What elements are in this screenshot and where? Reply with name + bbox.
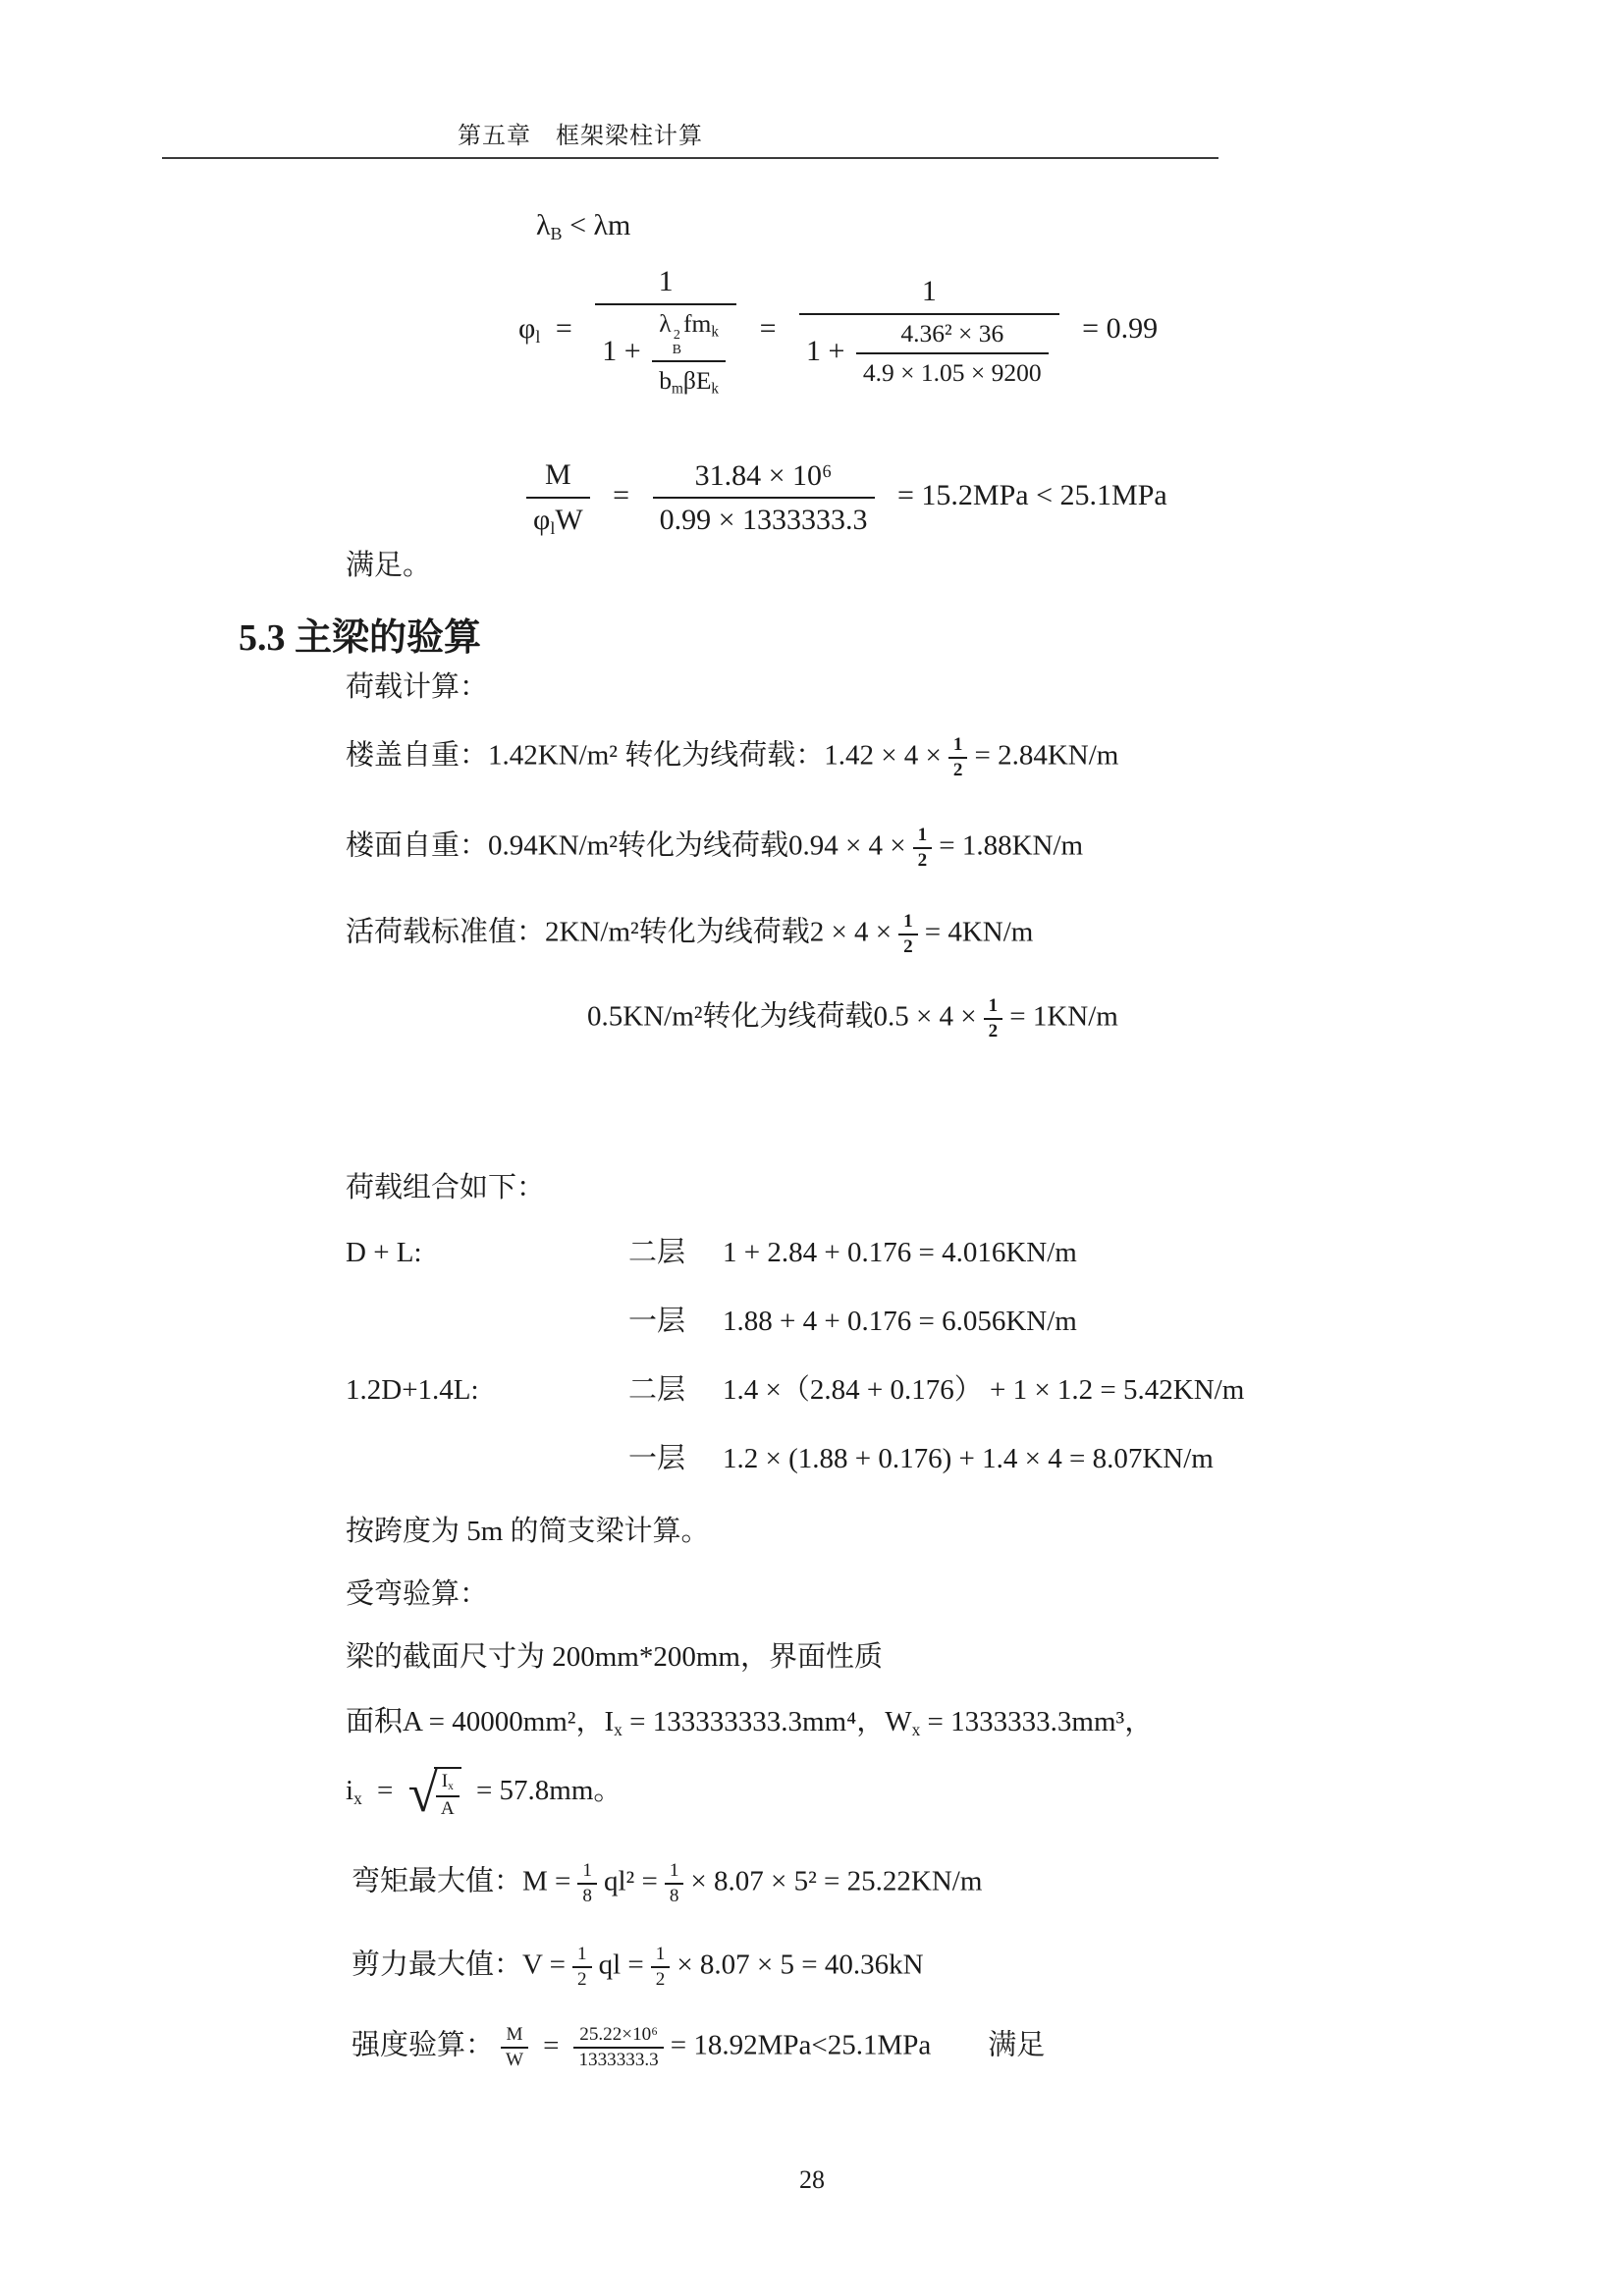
combo-expression: 1.2 × (1.88 + 0.176) + 1.4 × 4 = 8.07KN/m: [723, 1443, 1214, 1474]
chapter-header-title: 第五章 框架梁柱计算: [458, 124, 703, 149]
denominator: 1 + λ 2 B $fm_k$ $b_m\beta E_k$: [595, 303, 736, 399]
equals-sign: =: [759, 311, 777, 345]
combo-label: D + L:: [346, 1237, 422, 1268]
half-fraction: $\frac{1}{2}$: [898, 911, 918, 958]
combo-row: [346, 1441, 1214, 1478]
lambda-subscript: B: [550, 224, 563, 244]
inner-numeric-fraction: [856, 318, 1049, 389]
phi-result: = 0.99: [1082, 311, 1159, 345]
half-fraction: $\frac{1}{2}$: [984, 995, 1003, 1042]
sqrt-content: [434, 1767, 461, 1819]
numerator: 1: [658, 265, 674, 297]
condition-rest: < λm: [562, 209, 631, 241]
combo-row: [346, 1235, 1077, 1272]
lambda-sup-sub: 2 B: [672, 327, 681, 357]
denominator: 0.99 × 1333333.3: [653, 497, 875, 539]
stress-result: = 15.2MPa < 25.1MPa: [897, 478, 1167, 511]
strength-numeric-fraction: $\frac{\text{25.22×10⁶}}{1333333.3}$: [573, 2024, 663, 2071]
combo-row: [346, 1304, 1077, 1341]
load-text-post: = 1KN/m: [1009, 1000, 1118, 1033]
strength-check-line: 强度验算： $\frac{M}{W}$ = $\frac{\text{25.22×10⁶}}{1333333.3}$ = 18.92MPa<25.1MPa 满足: [352, 2024, 1046, 2070]
inner-numerator: λ 2 B $fm_k$: [659, 308, 719, 357]
load-text-pre: 楼盖自重：1.42KN/m² 转化为线荷载：1.42 × 4 ×: [346, 739, 942, 772]
load-text-post: = 1.88KN/m: [939, 829, 1084, 862]
denominator: 1 + $\frac{\text{4.36² × 36}}{4.9 \times 1.05 \times 9200}$: [799, 313, 1059, 389]
inner-denominator: 4.9 × 1.05 × 9200: [856, 352, 1049, 389]
combo-expression: 1 + 2.84 + 0.176 = 4.016KN/m: [723, 1237, 1077, 1268]
one-half-fraction: $\frac{1}{2}$: [651, 1944, 671, 1991]
half-fraction: $\frac{1}{2}$: [948, 734, 968, 781]
equals-sign: =: [377, 1775, 394, 1807]
combo-label: 1.2D+1.4L:: [346, 1374, 479, 1406]
one-eighth-fraction: $\frac{1}{8}$: [577, 1860, 597, 1907]
denominator: $\varphi_lW$: [526, 497, 590, 540]
span-note: 按跨度为 5m 的简支梁计算。: [346, 1516, 710, 1547]
load-text-post: = 2.84KN/m: [974, 739, 1119, 772]
combo-story: 一层: [628, 1306, 686, 1337]
equals-sign: =: [555, 311, 572, 345]
phi-symbol: $\varphi_l$: [518, 311, 541, 347]
combo-story: 二层: [628, 1237, 686, 1268]
load-text-pre: 活荷载标准值：2KN/m²转化为线荷载2 × 4 ×: [346, 916, 893, 948]
radius-of-gyration-line: [346, 1758, 629, 1829]
numerator: 1: [921, 275, 937, 308]
load-line-floor-surface: [346, 825, 1083, 872]
combo-story: 二层: [628, 1374, 686, 1406]
square-root-icon: √: [407, 1763, 438, 1823]
section-properties-line: 面积A = 40000mm²，$I_x = 133333333.3mm^4$，$W_x = 1333333.3mm^3$，: [346, 1706, 1154, 1739]
moment-max-line: 弯矩最大值：M = $\frac{1}{8}$ ql² = $\frac{1}{8}$ × 8.07 × 5² = 25.22KN/m: [352, 1860, 983, 1906]
page-footer: [0, 2165, 1624, 2195]
load-line-live-half: [587, 995, 1118, 1042]
load-line-floor-structure: [346, 734, 1118, 781]
lambda-symbol: λ: [536, 209, 551, 241]
combo-row: [346, 1372, 1244, 1410]
one-half-fraction: $\frac{1}{2}$: [572, 1944, 592, 1991]
numerator: M: [544, 458, 571, 491]
section-heading: 5.3 主梁的验算: [239, 617, 482, 659]
ix-subscript: x: [614, 1719, 623, 1739]
load-line-live-standard: [346, 911, 1033, 958]
half-fraction: $\frac{1}{2}$: [913, 825, 933, 872]
formula-stress-check: [518, 456, 1175, 539]
combo-expression: 1.88 + 4 + 0.176 = 6.056KN/m: [723, 1306, 1077, 1337]
ix-over-a-fraction: $\frac{I_x}{A}$: [436, 1771, 460, 1819]
equals-sign: =: [613, 478, 630, 511]
combo-story: 一层: [628, 1443, 686, 1474]
phi-numeric-fraction: [799, 273, 1059, 388]
wx-subscript: x: [911, 1719, 921, 1739]
formula-phi: [518, 263, 1165, 399]
stress-numeric-fraction: [653, 457, 875, 539]
load-calc-title: 荷载计算：: [346, 671, 489, 703]
load-text-pre: 0.5KN/m²转化为线荷载0.5 × 4 ×: [587, 1000, 977, 1033]
combo-expression: 1.4 ×（2.84 + 0.176） + 1 × 1.2 = 5.42KN/m: [723, 1374, 1245, 1406]
inner-numerator: 4.36² × 36: [900, 318, 1004, 347]
header-divider: [162, 157, 1218, 159]
page-number: 28: [799, 2165, 825, 2194]
bending-check-title: 受弯验算：: [346, 1578, 489, 1610]
m-over-w-fraction: $\frac{M}{W}$: [501, 2024, 528, 2071]
load-text-pre: 楼面自重：0.94KN/m²转化为线荷载0.94 × 4 ×: [346, 829, 906, 862]
phi-symbolic-fraction: [595, 263, 736, 399]
beam-section-note: 梁的截面尺寸为 200mm*200mm，界面性质: [346, 1641, 883, 1673]
ix-symbol: $i_x$: [346, 1775, 362, 1809]
stress-symbolic-fraction: [526, 456, 590, 539]
one-eighth-fraction: $\frac{1}{8}$: [665, 1860, 684, 1907]
shear-max-line: 剪力最大值：V = $\frac{1}{2}$ ql = $\frac{1}{2}$ × 8.07 × 5 = 40.36kN: [352, 1944, 924, 1990]
inner-denominator: $b_m\beta E_k$: [652, 360, 726, 398]
ix-result: = 57.8mm。: [475, 1775, 623, 1807]
combo-title: 荷载组合如下：: [346, 1172, 546, 1203]
inner-symbolic-fraction: [652, 308, 726, 399]
formula-lambda-condition: [536, 206, 630, 245]
load-text-post: = 4KN/m: [924, 916, 1034, 948]
numerator: 31.84 × 10⁶: [694, 458, 833, 492]
satisfied-note: 满足。: [346, 550, 432, 581]
equals-sign: =: [543, 2029, 560, 2061]
